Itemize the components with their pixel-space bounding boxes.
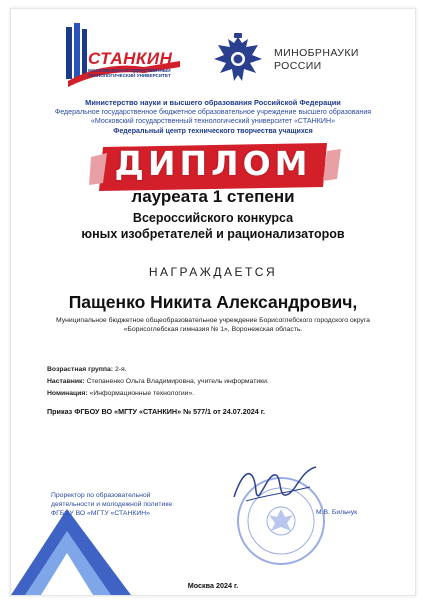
ministry-brand — [274, 47, 359, 73]
ministry-brand-line2: РОССИИ — [274, 60, 322, 72]
mentor-value: Степаненко Ольга Владимировна, учитель информатики. — [86, 378, 269, 385]
diploma-page — [10, 8, 416, 596]
recipient-name-comma: , — [352, 292, 358, 312]
diploma-title: ДИПЛОМ — [114, 144, 312, 183]
city-year: Москва 2024 г. — [187, 581, 239, 590]
laureate-degree: лауреата 1 степени — [131, 187, 295, 206]
recipient-name-text: Пащенко Никита Александрович — [68, 292, 353, 312]
school-line1: Муниципальное бюджетное общеобразовательное учреждение Борисоглебского городского округа — [56, 317, 370, 324]
stankin-wordmark: СТАНКИН — [88, 49, 173, 68]
school-line2: «Борисоглебская гимназия № 1», Воронежская область. — [123, 326, 303, 333]
recipient-name — [11, 292, 415, 313]
institution-name-line: «Московский государственный технологический университет «СТАНКИН» — [90, 117, 336, 125]
institution-type-line: Федеральное государственное бюджетное образовательное учреждение высшего образования — [54, 108, 372, 116]
age-group-label: Возрастная группа: — [47, 366, 114, 373]
contest-line2: юных изобретателей и рационализаторов — [81, 227, 345, 241]
contest-name — [11, 210, 415, 242]
signer-name: М.В. Бильчук — [316, 509, 358, 516]
recipient-school — [11, 316, 415, 334]
stankin-subtitle: МОСКОВСКИЙ ГОСУДАРСТВЕННЫЙ ТЕХНОЛОГИЧЕСКИЙ УНИВЕРСИТЕТ — [88, 68, 171, 79]
order-reference: Приказ ФГБОУ ВО «МГТУ «СТАНКИН» № 577/1 от 24.07.2024 г. — [47, 407, 266, 416]
double-headed-eagle-emblem-icon — [208, 31, 268, 91]
ministry-line: Министерство науки и высшего образования Российской Федерации — [85, 98, 341, 107]
stankin-logo — [64, 21, 182, 91]
signer-title-line2: деятельности и молодежной политике — [51, 501, 173, 508]
signer-title-line1: Проректор по образовательной — [51, 492, 151, 499]
mentor-row — [47, 377, 407, 386]
awarded-label: НАГРАЖДАЕТСЯ — [148, 265, 278, 279]
center-line: Федеральный центр технического творчества учащихся — [113, 127, 313, 135]
contest-line1: Всероссийского конкурса — [132, 211, 294, 225]
mentor-label: Наставник: — [47, 378, 85, 385]
signer-title-line3: ФГБОУ ВО «МГТУ «СТАНКИН» — [51, 510, 150, 517]
handwritten-signature-icon — [226, 457, 321, 513]
ministry-brand-line1: МИНОБРНАУКИ — [274, 47, 359, 59]
age-group-value: 2-я. — [114, 366, 127, 373]
age-group-row — [47, 365, 407, 374]
nomination-row — [47, 389, 407, 398]
nomination-label: Номинация: — [47, 390, 88, 397]
nomination-value: «Информационные технологии». — [89, 390, 195, 397]
